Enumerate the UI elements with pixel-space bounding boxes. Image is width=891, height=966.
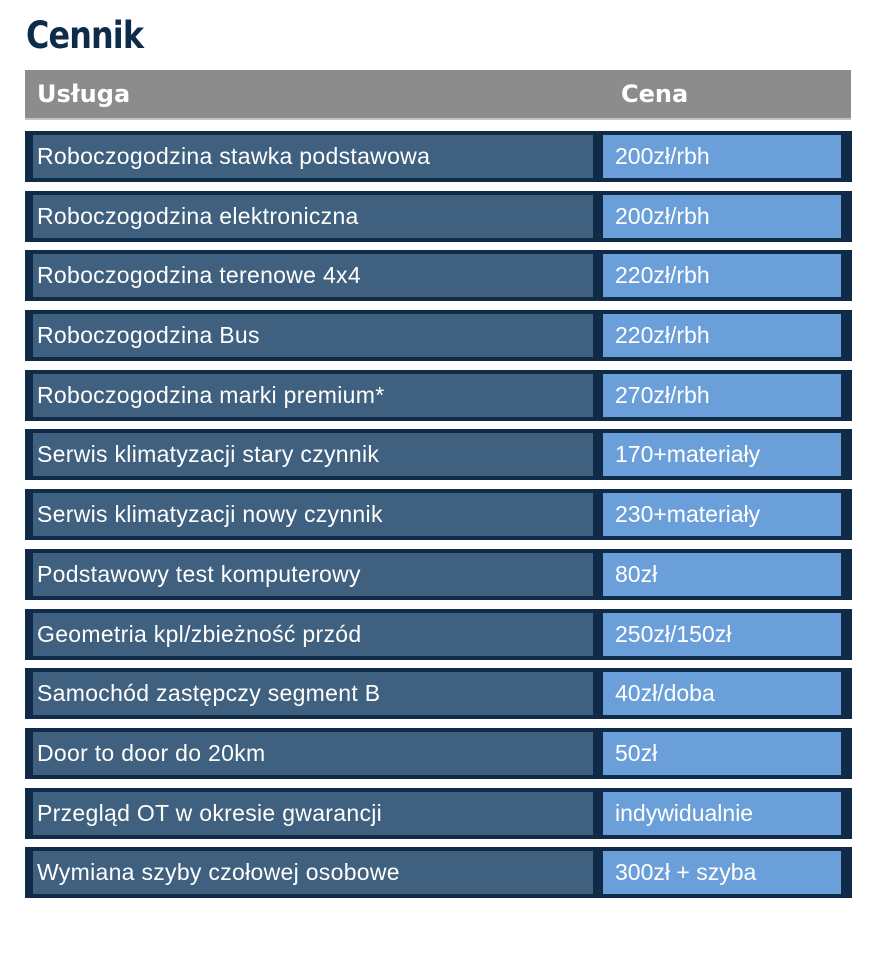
price-cell: 270zł/rbh [603, 374, 841, 417]
price-cell: 50zł [603, 732, 841, 775]
table-row [25, 668, 852, 719]
table-row [25, 847, 852, 898]
table-row [25, 728, 852, 779]
price-cell: indywidualnie [603, 792, 841, 835]
service-cell: Door to door do 20km [33, 732, 593, 775]
table-row [25, 609, 852, 660]
table-row [25, 131, 852, 182]
price-cell: 250zł/150zł [603, 613, 841, 656]
table-row [25, 250, 852, 301]
service-cell: Roboczogodzina elektroniczna [33, 195, 593, 238]
service-cell: Przegląd OT w okresie gwarancji [33, 792, 593, 835]
service-cell: Geometria kpl/zbieżność przód [33, 613, 593, 656]
table-row [25, 549, 852, 600]
service-cell: Roboczogodzina Bus [33, 314, 593, 357]
table-row [25, 429, 852, 480]
header-price-label: Cena [621, 80, 689, 108]
service-cell: Podstawowy test komputerowy [33, 553, 593, 596]
service-cell: Roboczogodzina marki premium* [33, 374, 593, 417]
service-cell: Roboczogodzina terenowe 4x4 [33, 254, 593, 297]
service-cell: Serwis klimatyzacji stary czynnik [33, 433, 593, 476]
table-row [25, 370, 852, 421]
price-cell: 230+materiały [603, 493, 841, 536]
price-cell: 220zł/rbh [603, 254, 841, 297]
price-cell: 40zł/doba [603, 672, 841, 715]
header-service-label: Usługa [37, 80, 131, 108]
price-cell: 200zł/rbh [603, 195, 841, 238]
table-row [25, 310, 852, 361]
price-cell: 170+materiały [603, 433, 841, 476]
service-cell: Roboczogodzina stawka podstawowa [33, 135, 593, 178]
table-header [25, 70, 851, 120]
price-cell: 80zł [603, 553, 841, 596]
price-cell: 200zł/rbh [603, 135, 841, 178]
table-row [25, 191, 852, 242]
table-row [25, 788, 852, 839]
price-cell: 220zł/rbh [603, 314, 841, 357]
price-table [25, 131, 852, 907]
service-cell: Wymiana szyby czołowej osobowe [33, 851, 593, 894]
service-cell: Samochód zastępczy segment B [33, 672, 593, 715]
table-row [25, 489, 852, 540]
service-cell: Serwis klimatyzacji nowy czynnik [33, 493, 593, 536]
page-title: Cennik [26, 14, 144, 57]
price-cell: 300zł + szyba [603, 851, 841, 894]
